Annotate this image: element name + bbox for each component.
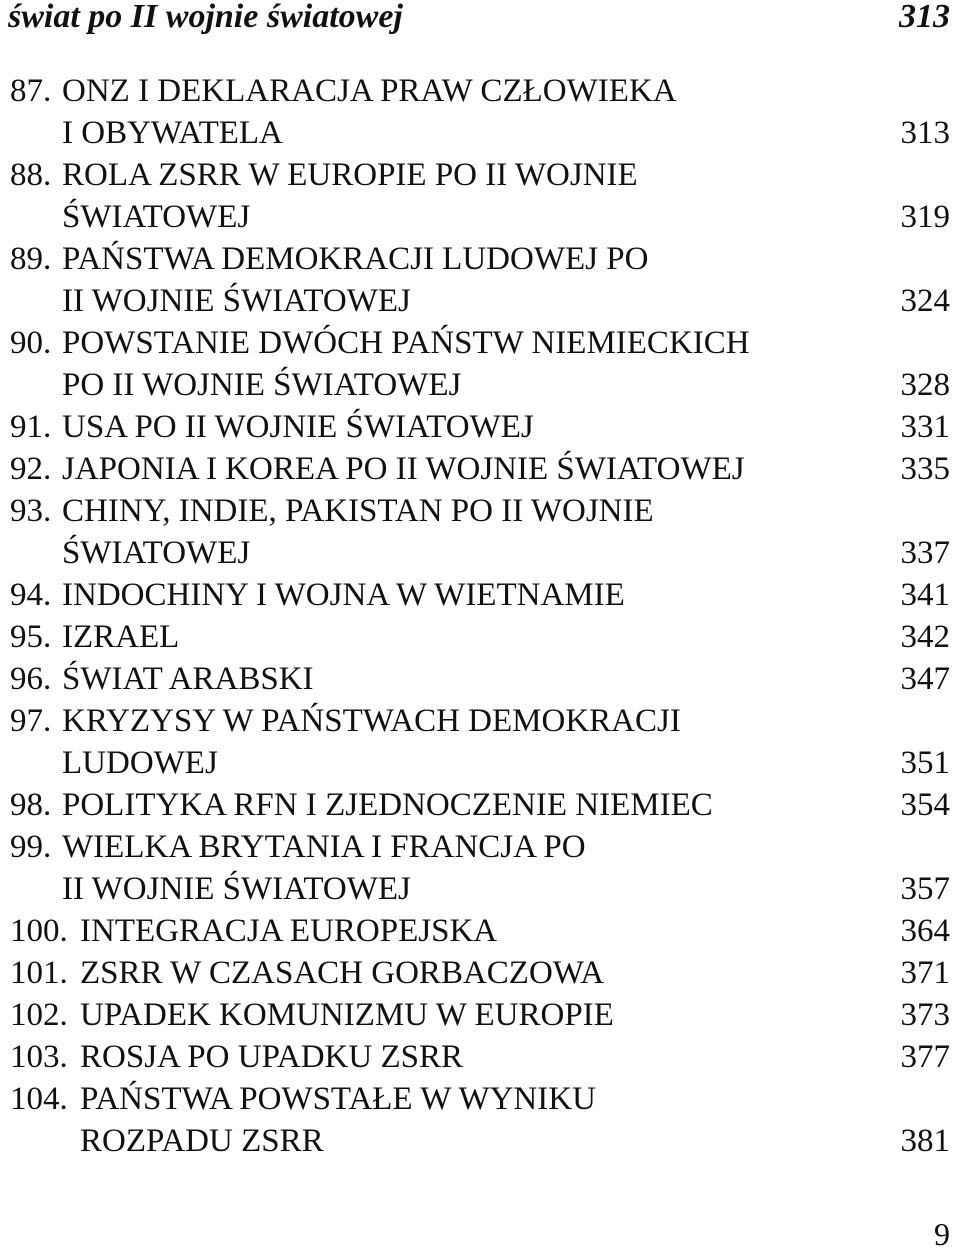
toc-entry-page: 324 bbox=[900, 283, 950, 319]
toc-entry-title: IZRAEL bbox=[62, 619, 180, 655]
toc-entry-line bbox=[10, 742, 950, 784]
toc-entry-line bbox=[10, 532, 950, 574]
toc-entry-title: CHINY, INDIE, PAKISTAN PO II WOJNIE bbox=[62, 493, 654, 529]
toc-entry-page: 335 bbox=[900, 451, 950, 487]
toc-entry-line bbox=[10, 364, 950, 406]
toc-entry bbox=[10, 322, 950, 406]
toc-entry-page: 377 bbox=[900, 1039, 950, 1075]
toc-entry bbox=[10, 574, 950, 616]
toc-entry-title: ROZPADU ZSRR bbox=[80, 1123, 324, 1159]
toc-entry-title: II WOJNIE ŚWIATOWEJ bbox=[62, 283, 411, 319]
toc-entry-number: 92. bbox=[10, 451, 52, 487]
toc-entry-page: 347 bbox=[900, 661, 950, 697]
toc-entry-line bbox=[10, 238, 950, 280]
toc-entry bbox=[10, 616, 950, 658]
toc-entry-number: 95. bbox=[10, 619, 52, 655]
toc-entry-title: UPADEK KOMUNIZMU W EUROPIE bbox=[80, 997, 614, 1033]
toc-entry-number: 88. bbox=[10, 157, 52, 193]
toc-entry-title: WIELKA BRYTANIA I FRANCJA PO bbox=[62, 829, 586, 865]
toc-entry bbox=[10, 154, 950, 238]
toc-entry bbox=[10, 826, 950, 910]
toc-entry-number: 91. bbox=[10, 409, 52, 445]
toc-entry bbox=[10, 994, 950, 1036]
toc-entry-number: 104. bbox=[10, 1081, 68, 1117]
running-header-title: świat po II wojnie światowej bbox=[8, 0, 403, 35]
toc-entry-number: 90. bbox=[10, 325, 52, 361]
toc-entry-page: 381 bbox=[900, 1123, 950, 1159]
toc-entry bbox=[10, 952, 950, 994]
toc-entry-line bbox=[10, 1036, 950, 1078]
toc-entry bbox=[10, 70, 950, 154]
page-number: 9 bbox=[934, 1216, 950, 1252]
toc-entry-number: 103. bbox=[10, 1039, 68, 1075]
toc-entry-title: USA PO II WOJNIE ŚWIATOWEJ bbox=[62, 409, 534, 445]
toc-entry bbox=[10, 448, 950, 490]
toc-entry-title: ONZ I DEKLARACJA PRAW CZŁOWIEKA bbox=[62, 73, 677, 109]
toc-entry-title: LUDOWEJ bbox=[62, 745, 218, 781]
toc-entry-page: 328 bbox=[900, 367, 950, 403]
toc-entry-page: 319 bbox=[900, 199, 950, 235]
toc-entry bbox=[10, 910, 950, 952]
toc-entry-line bbox=[10, 910, 950, 952]
toc-entry bbox=[10, 1078, 950, 1162]
toc-entry-title: INTEGRACJA EUROPEJSKA bbox=[80, 913, 498, 949]
toc-entry-page: 364 bbox=[900, 913, 950, 949]
toc-entry-line bbox=[10, 196, 950, 238]
toc-entry-line bbox=[10, 280, 950, 322]
toc-entry-title: ŚWIAT ARABSKI bbox=[62, 661, 314, 697]
toc-entry-line bbox=[10, 574, 950, 616]
toc-entry-line bbox=[10, 868, 950, 910]
toc-entry-line bbox=[10, 490, 950, 532]
toc-entry-number: 97. bbox=[10, 703, 52, 739]
toc-entry-line bbox=[10, 952, 950, 994]
toc-entry-title: KRYZYSY W PAŃSTWACH DEMOKRACJI bbox=[62, 703, 681, 739]
toc-entry-title: POLITYKA RFN I ZJEDNOCZENIE NIEMIEC bbox=[62, 787, 713, 823]
toc-entry-title: II WOJNIE ŚWIATOWEJ bbox=[62, 871, 411, 907]
toc-entry bbox=[10, 238, 950, 322]
toc-entry-line bbox=[10, 616, 950, 658]
running-header-page: 313 bbox=[899, 0, 950, 35]
toc-entry-page: 371 bbox=[900, 955, 950, 991]
toc-entry-title: ROLA ZSRR W EUROPIE PO II WOJNIE bbox=[62, 157, 638, 193]
toc-entry-page: 351 bbox=[900, 745, 950, 781]
toc-entry-line bbox=[10, 826, 950, 868]
toc-entry-title: I OBYWATELA bbox=[62, 115, 283, 151]
toc-entry-line bbox=[10, 1078, 950, 1120]
toc-entry-page: 373 bbox=[900, 997, 950, 1033]
toc-entry-line bbox=[10, 154, 950, 196]
toc-entry bbox=[10, 658, 950, 700]
toc-entry-number: 96. bbox=[10, 661, 52, 697]
toc-entry-line bbox=[10, 994, 950, 1036]
toc-entry-number: 102. bbox=[10, 997, 68, 1033]
toc-entry-page: 337 bbox=[900, 535, 950, 571]
toc-entry-line bbox=[10, 784, 950, 826]
toc-entry bbox=[10, 490, 950, 574]
toc-entry-number: 100. bbox=[10, 913, 68, 949]
toc-entry-number: 89. bbox=[10, 241, 52, 277]
toc-entry-line bbox=[10, 406, 950, 448]
toc-entry-number: 94. bbox=[10, 577, 52, 613]
toc-entry-page: 331 bbox=[900, 409, 950, 445]
toc-entry-title: PO II WOJNIE ŚWIATOWEJ bbox=[62, 367, 462, 403]
toc-entry-number: 99. bbox=[10, 829, 52, 865]
toc-entry-title: ZSRR W CZASACH GORBACZOWA bbox=[80, 955, 605, 991]
table-of-contents bbox=[10, 70, 950, 1162]
toc-entry-title: JAPONIA I KOREA PO II WOJNIE ŚWIATOWEJ bbox=[62, 451, 745, 487]
toc-entry-line bbox=[10, 658, 950, 700]
toc-entry-line bbox=[10, 700, 950, 742]
toc-entry-line bbox=[10, 70, 950, 112]
toc-entry-title: ROSJA PO UPADKU ZSRR bbox=[80, 1039, 463, 1075]
running-header bbox=[8, 0, 950, 38]
toc-entry-number: 87. bbox=[10, 73, 52, 109]
toc-entry-title: POWSTANIE DWÓCH PAŃSTW NIEMIECKICH bbox=[62, 325, 750, 361]
toc-entry-page: 342 bbox=[900, 619, 950, 655]
toc-entry bbox=[10, 700, 950, 784]
toc-entry-line bbox=[10, 448, 950, 490]
toc-entry-page: 313 bbox=[900, 115, 950, 151]
toc-entry bbox=[10, 406, 950, 448]
toc-entry-line bbox=[10, 322, 950, 364]
toc-entry-page: 341 bbox=[900, 577, 950, 613]
toc-entry-title: PAŃSTWA DEMOKRACJI LUDOWEJ PO bbox=[62, 241, 649, 277]
toc-entry bbox=[10, 784, 950, 826]
toc-entry-page: 357 bbox=[900, 871, 950, 907]
toc-entry-title: INDOCHINY I WOJNA W WIETNAMIE bbox=[62, 577, 625, 613]
toc-entry-line bbox=[10, 1120, 950, 1162]
toc-entry-line bbox=[10, 112, 950, 154]
toc-entry-title: ŚWIATOWEJ bbox=[62, 199, 251, 235]
toc-entry-number: 101. bbox=[10, 955, 68, 991]
toc-entry-page: 354 bbox=[900, 787, 950, 823]
toc-entry-title: ŚWIATOWEJ bbox=[62, 535, 251, 571]
toc-entry-number: 93. bbox=[10, 493, 52, 529]
toc-entry bbox=[10, 1036, 950, 1078]
toc-entry-title: PAŃSTWA POWSTAŁE W WYNIKU bbox=[80, 1081, 596, 1117]
toc-entry-number: 98. bbox=[10, 787, 52, 823]
